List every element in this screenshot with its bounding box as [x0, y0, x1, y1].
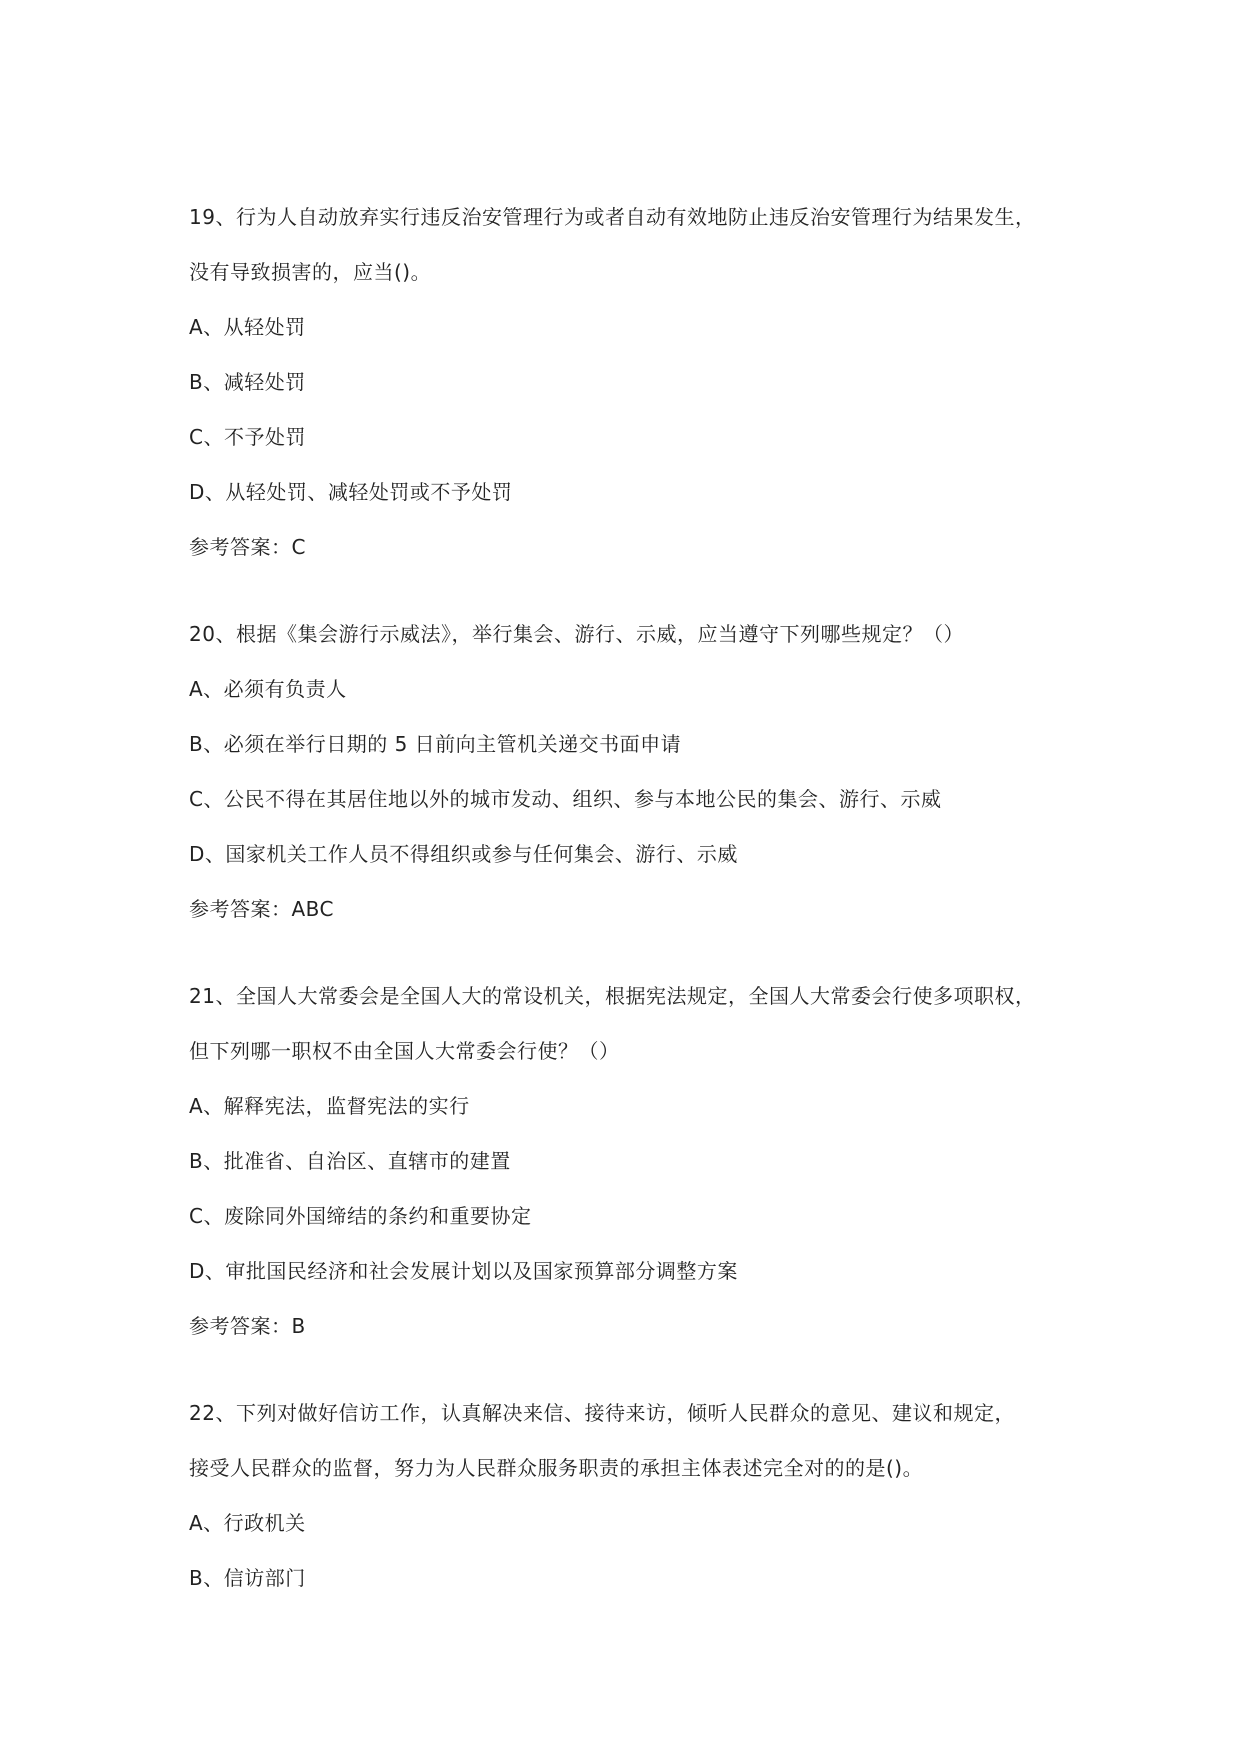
- question-stem-line: 没有导致损害的，应当()。: [189, 260, 432, 284]
- reference-answer: 参考答案：B: [189, 1314, 306, 1338]
- option-c: C、不予处罚: [189, 425, 306, 449]
- option-a: A、行政机关: [189, 1511, 306, 1535]
- question-stem-line: 20、根据《集会游行示威法》，举行集会、游行、示威，应当遵守下列哪些规定？（）: [189, 622, 964, 646]
- option-c: C、公民不得在其居住地以外的城市发动、组织、参与本地公民的集会、游行、示威: [189, 787, 942, 811]
- reference-answer: 参考答案：C: [189, 535, 306, 559]
- question-stem-line: 19、行为人自动放弃实行违反治安管理行为或者自动有效地防止违反治安管理行为结果发生，: [189, 205, 1036, 229]
- question-20: [189, 607, 1069, 937]
- option-a: A、必须有负责人: [189, 677, 347, 701]
- question-stem-line: 但下列哪一职权不由全国人大常委会行使？（）: [189, 1039, 620, 1063]
- question-list: [189, 190, 1069, 1606]
- option-a: A、从轻处罚: [189, 315, 306, 339]
- question-stem-line: 21、全国人大常委会是全国人大的常设机关，根据宪法规定，全国人大常委会行使多项职权，: [189, 984, 1036, 1008]
- option-d: D、国家机关工作人员不得组织或参与任何集会、游行、示威: [189, 842, 738, 866]
- question-22: [189, 1386, 1069, 1606]
- option-d: D、从轻处罚、减轻处罚或不予处罚: [189, 480, 513, 504]
- option-b: B、信访部门: [189, 1566, 306, 1590]
- option-b: B、减轻处罚: [189, 370, 306, 394]
- question-21: [189, 969, 1069, 1354]
- option-b: B、必须在举行日期的 5 日前向主管机关递交书面申请: [189, 732, 682, 756]
- question-19: [189, 190, 1069, 575]
- option-b: B、批准省、自治区、直辖市的建置: [189, 1149, 511, 1173]
- option-a: A、解释宪法，监督宪法的实行: [189, 1094, 470, 1118]
- option-d: D、审批国民经济和社会发展计划以及国家预算部分调整方案: [189, 1259, 738, 1283]
- reference-answer: 参考答案：ABC: [189, 897, 335, 921]
- question-stem-line: 22、下列对做好信访工作，认真解决来信、接待来访，倾听人民群众的意见、建议和规定，: [189, 1401, 1015, 1425]
- option-c: C、废除同外国缔结的条约和重要协定: [189, 1204, 532, 1228]
- question-stem-line: 接受人民群众的监督，努力为人民群众服务职责的承担主体表述完全对的的是()。: [189, 1456, 924, 1480]
